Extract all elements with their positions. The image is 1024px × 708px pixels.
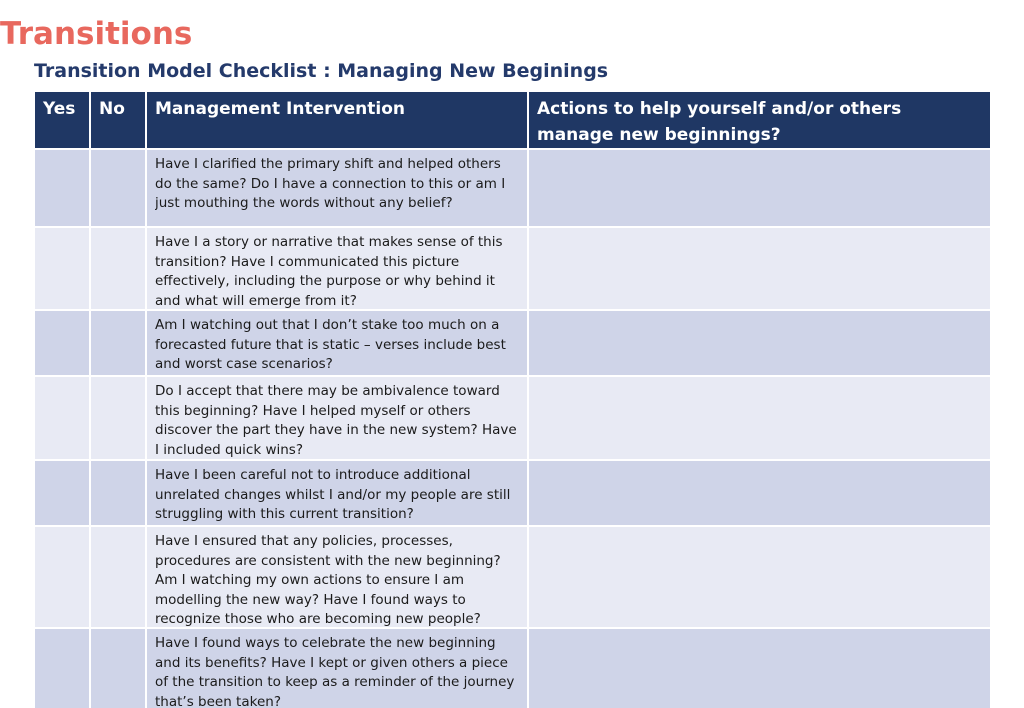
actions-cell[interactable] <box>528 310 991 376</box>
intervention-cell <box>146 227 528 310</box>
intervention-cell <box>146 460 528 526</box>
actions-cell[interactable] <box>528 149 991 227</box>
header-yes: Yes <box>34 91 90 149</box>
header-no: No <box>90 91 146 149</box>
no-cell[interactable] <box>90 526 146 628</box>
table-row <box>34 376 991 460</box>
actions-cell[interactable] <box>528 376 991 460</box>
intervention-cell <box>146 526 528 628</box>
yes-cell[interactable] <box>34 149 90 227</box>
table-row <box>34 460 991 526</box>
intervention-text: Have I clarified the primary shift and helped others do the same? Do I have a connection to this or am I just mouthing the words without any belief? <box>155 156 506 212</box>
page-title: Transitions <box>0 16 193 52</box>
no-cell[interactable] <box>90 628 146 708</box>
no-cell[interactable] <box>90 310 146 376</box>
actions-cell[interactable] <box>528 460 991 526</box>
intervention-cell <box>146 149 528 227</box>
actions-cell[interactable] <box>528 227 991 310</box>
intervention-text: Have I ensured that any policies, processes, procedures are consistent with the new beginning? Am I watching my own actions to ensure I am modelling the new way? Have I found ways to recognize those who are becoming new people? <box>155 533 501 627</box>
header-intervention: Management Intervention <box>146 91 528 149</box>
table-row <box>34 628 991 708</box>
intervention-text: Have I found ways to celebrate the new beginning and its benefits? Have I kept or given others a piece of the transition to keep as a reminder of the journey that’s been taken? <box>155 635 515 708</box>
intervention-text: Am I watching out that I don’t stake too much on a forecasted future that is static – verses include best and worst case scenarios? <box>155 317 506 373</box>
header-actions: Actions to help yourself and/or others manage new beginnings? <box>528 91 991 149</box>
table-row <box>34 149 991 227</box>
intervention-cell <box>146 376 528 460</box>
table-row <box>34 227 991 310</box>
intervention-cell <box>146 628 528 708</box>
table-row <box>34 310 991 376</box>
no-cell[interactable] <box>90 149 146 227</box>
yes-cell[interactable] <box>34 460 90 526</box>
intervention-text: Have I a story or narrative that makes sense of this transition? Have I communicated this picture effectively, including the purpose or why behind it and what will emerge from it? <box>155 234 503 309</box>
yes-cell[interactable] <box>34 376 90 460</box>
intervention-text: Have I been careful not to introduce additional unrelated changes whilst I and/or my people are still struggling with this current transition? <box>155 467 511 523</box>
actions-cell[interactable] <box>528 526 991 628</box>
intervention-text: Do I accept that there may be ambivalence toward this beginning? Have I helped myself or others discover the part they have in the new system? Have I included quick wins? <box>155 383 517 458</box>
yes-cell[interactable] <box>34 526 90 628</box>
table-row <box>34 526 991 628</box>
table-header-row <box>34 91 991 149</box>
actions-cell[interactable] <box>528 628 991 708</box>
no-cell[interactable] <box>90 460 146 526</box>
no-cell[interactable] <box>90 227 146 310</box>
checklist-table <box>33 90 992 708</box>
yes-cell[interactable] <box>34 310 90 376</box>
intervention-cell <box>146 310 528 376</box>
page-subtitle: Transition Model Checklist : Managing New Beginings <box>34 60 609 82</box>
no-cell[interactable] <box>90 376 146 460</box>
yes-cell[interactable] <box>34 628 90 708</box>
yes-cell[interactable] <box>34 227 90 310</box>
